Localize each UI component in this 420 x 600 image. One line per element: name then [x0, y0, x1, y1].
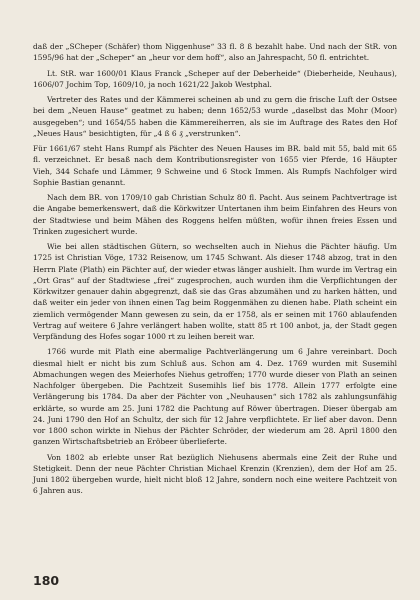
- paragraph: Lt. StR. war 1600/01 Klaus Franck „Scheper auf der Deberheide“ (Dieberheide, Neuhaus), 1606/07 Jochim Top, 1609/10, ja noch 1621/22 Jakob Westphal.: [33, 68, 397, 89]
- paragraph: 1766 wurde mit Plath eine abermalige Pachtverlängerung um 6 Jahre vereinbart. Doch diesmal hielt er nicht bis zum Schluß aus. Schon am 4. Dez. 1769 wurden mit Susemihl Abmachungen wegen des Meierhofes Niehus getroffen; 1770 wurde dieser von Plath an seinen Nachfolger übergeben. Die Pachtzeit Susemihls lief bis 1778. Allein 1777 erfolgte eine Verlängerung bis 1784. Da aber der Pächter von „Neuhausen“ sich 1782 als zahlungsunfähig erklärte, so wurde am 25. Juni 1782 die Pachtung auf Röwer übertragen. Dieser übergab am 24. Juni 1790 den Hof an Schultz, der sich für 12 Jahre verpflichtete. Er lief aber davon. Denn vor 1800 schon wirkte in Niehus der Pächter Schröder, der wiederum am 28. April 1800 den ganzen Wirtschaftsbetrieb an Eröbeer überlieferte.: [33, 347, 397, 447]
- paragraph: Für 1661/67 steht Hans Rumpf als Pächter des Neuen Hauses im BR. bald mit 55, bald mit 65 fl. verzeichnet. Er besaß nach dem Kontributionsregister von 1655 vier Pferde, 16 Häupter Vieh, 344 Schafe und Lämmer, 9 Schweine und 6 Stock Immen. Als Rumpfs Nachfolger wird Sophie Bastian genannt.: [33, 144, 397, 187]
- paragraph: Wie bei allen städtischen Gütern, so wechselten auch in Niehus die Pächter häufig. Um 1725 ist Christian Vöge, 1732 Reisenow, um 1745 Schwant. Als dieser 1748 abzog, trat in den Herrn Plate (Plath) ein Pächter auf, der wieder etwas länger aushielt. Ihm wurde im Vertrag ein „Ort Gras“ auf der Stadtwiese „frei“ zugesprochen, auch wurden ihm die Verpflichtungen der Körkwitzer genauer dahin abgegrenzt, daß sie das Gras abzumähen und zu harken hätten, und daß weiter ein jeder von ihnen einen Tag beim Roggenmähen zu dienen habe. Plath scheint ein ziemlich vermögender Mann gewesen zu sein, da er 1758, als er seinen mit 1760 ablaufenden Vertrag auf weitere 6 Jahre verlängert haben wollte, statt 85 rt 100 anbot, ja, der Stadt gegen Verpfändung des Hofes sogar 1000 rt zu leihen bereit war.: [33, 242, 397, 341]
- paragraph: Vertreter des Rates und der Kämmerei scheinen ab und zu gern die frische Luft der Ostsee bei dem „Neuen Hause“ geatmet zu haben; denn 1652/53 wurde „daselbst das Mohr (Moor) ausgegeben“; und 1654/55 haben die Kämmereiherren, als sie im Auftrage des Rates den Hof „Neues Haus“ besichtigten, für „4 ß 6 ₰ „verstrunken“.: [33, 95, 397, 138]
- paragraph: Nach dem BR. von 1709/10 gab Christian Schulz 80 fl. Pacht. Aus seinem Pachtvertrage ist die Angabe bemerkenswert, daß die Körkwitzer Untertanen ihm beim Einfahren des Heurs von der Stadtwiese und beim Mähen des Roggens helfen müßten, wofür ihnen freies Essen und Trinken zugesichert wurde.: [33, 193, 397, 236]
- body-text: [33, 41, 397, 501]
- page-number: 180: [33, 573, 60, 588]
- paragraph: Von 1802 ab erlebte unser Rat bezüglich Niehusens abermals eine Zeit der Ruhe und Stetigkeit. Denn der neue Pächter Christian Michael Krenzin (Krenzien), dem der Hof am 25. Juni 1802 übergeben wurde, hielt nicht bloß 12 Jahre, sondern noch eine weitere Pachtzeit von 6 Jahren aus.: [33, 452, 397, 496]
- paragraph: daß der „SCheper (Schäfer) thom Niggenhuse“ 33 fl. 8 ß bezahlt habe. Und nach der StR. von 1595/96 hat der „Scheper“ an „heur vor dem hoff“, also an Jahrespacht, 50 fl. entrichtet.: [33, 42, 397, 63]
